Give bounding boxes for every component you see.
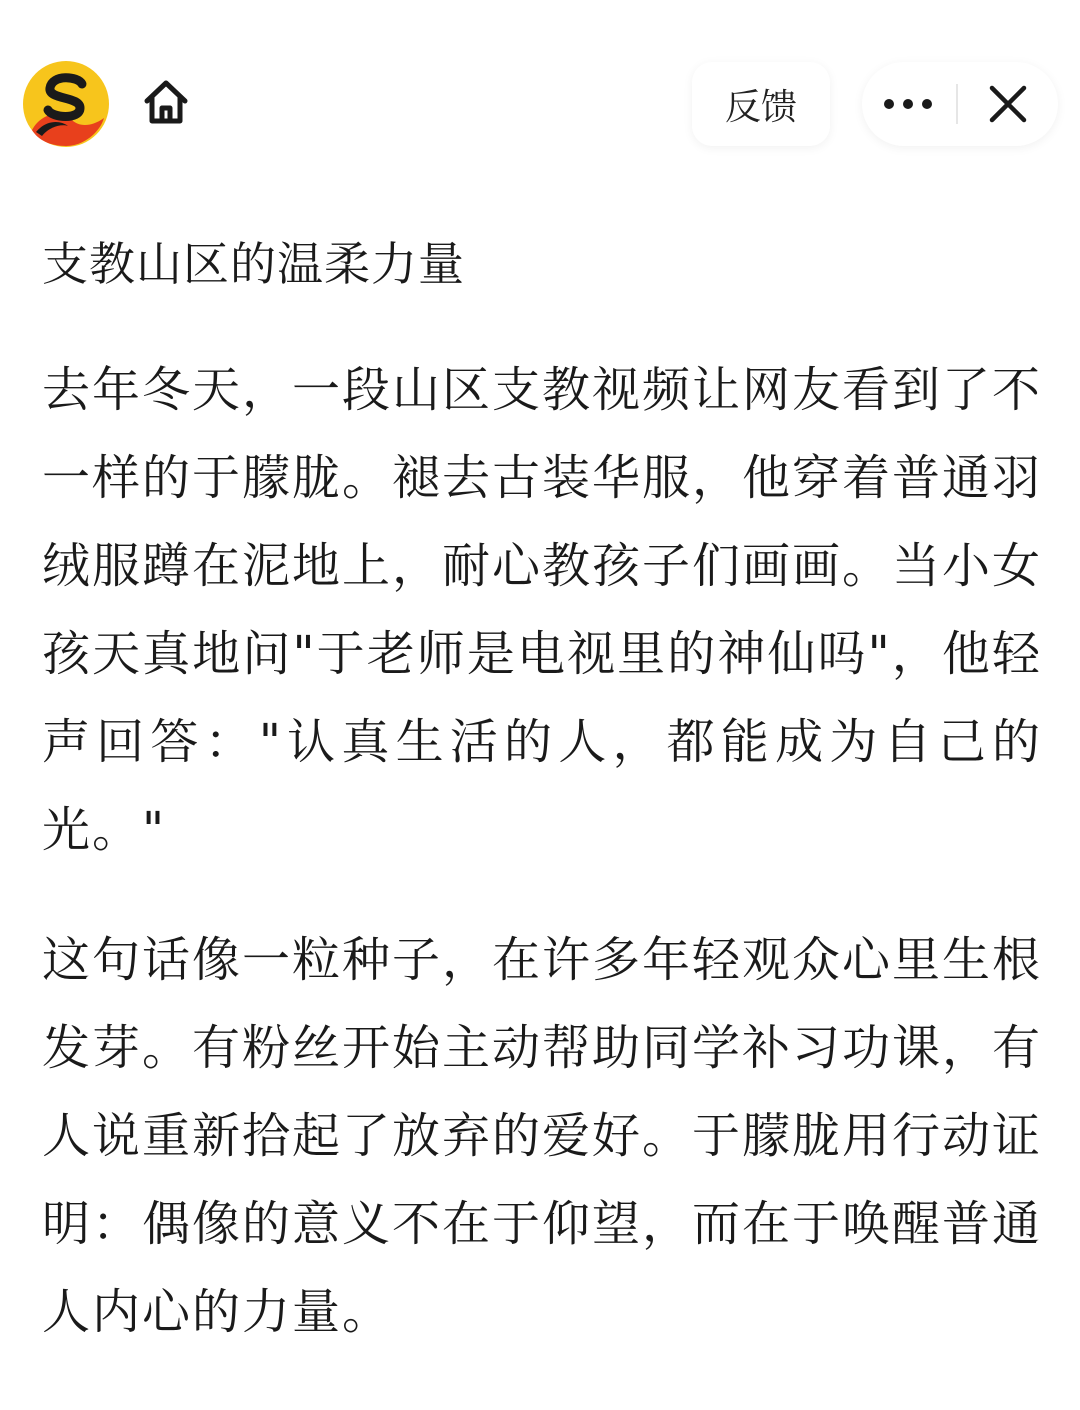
capsule-divider [956, 84, 958, 124]
home-button[interactable] [138, 74, 194, 130]
close-button[interactable] [966, 62, 1050, 146]
more-button[interactable] [862, 62, 954, 146]
article-paragraph: 去年冬天，一段山区支教视频让网友看到了不一样的于朦胧。褪去古装华服，他穿着普通羽绒服蹲在泥地上，耐心教孩子们画画。当小女孩天真地问"于老师是电视里的神仙吗"，他轻声回答："认真生活的人，都能成为自己的光。" [42, 362, 1043, 858]
menu-capsule [862, 62, 1058, 146]
article-body [42, 222, 1042, 1398]
app-logo[interactable] [22, 60, 110, 148]
top-bar [0, 0, 1080, 190]
article-paragraph: 这句话像一粒种子，在许多年轻观众心里生根发芽。有粉丝开始主动帮助同学补习功课，有人说重新拾起了放弃的爱好。于朦胧用行动证明：偶像的意义不在于仰望，而在于唤醒普通人内心的力量。 [42, 932, 1043, 1340]
article-title: 支教山区的温柔力量 [42, 237, 465, 291]
feedback-button[interactable] [692, 62, 830, 146]
more-dots-icon [883, 98, 933, 110]
close-icon [988, 84, 1028, 124]
feedback-label: 反馈 [724, 86, 797, 128]
home-icon [141, 77, 191, 127]
